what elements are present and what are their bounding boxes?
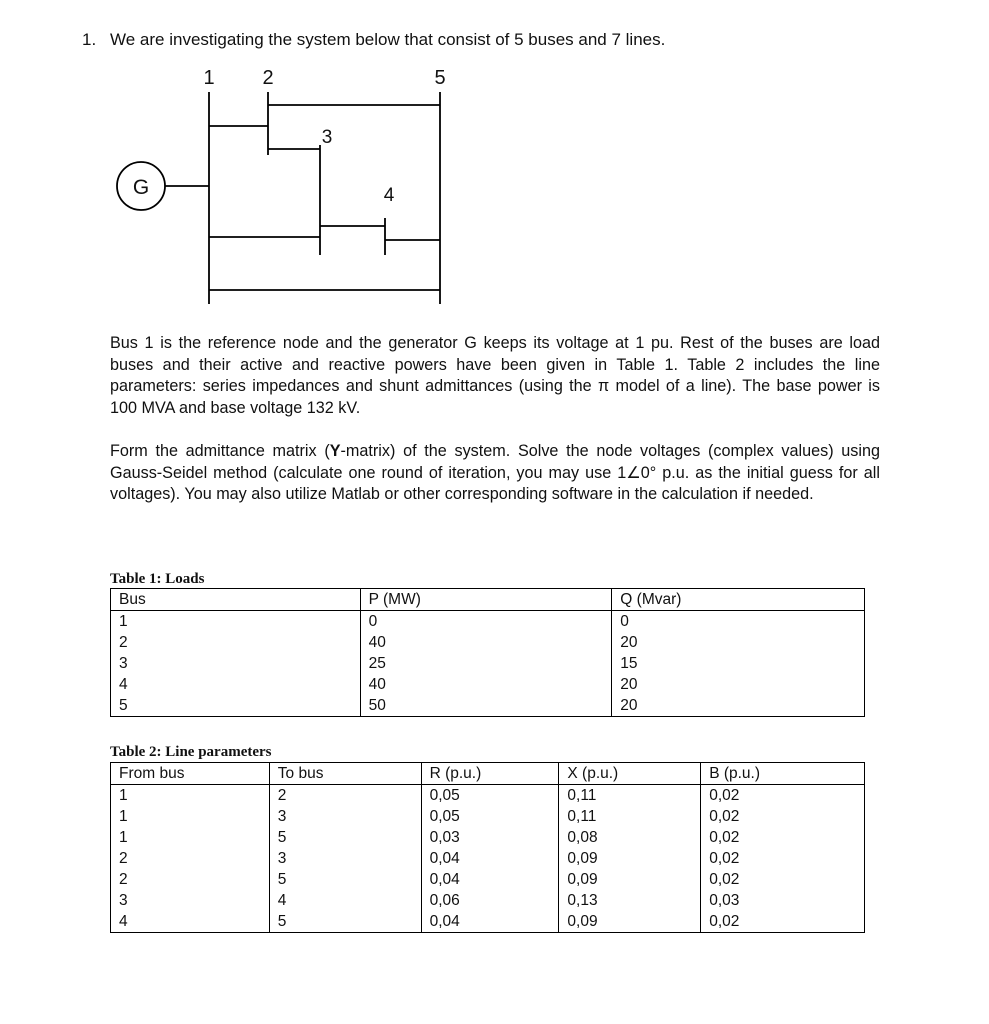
cell: 0,05: [421, 785, 559, 807]
task-text-b: -matrix) of the system. Solve the node voltages (complex values) using Gauss-Seidel method (calculate one round of iteration, you may use: [110, 442, 880, 482]
cell: 0,09: [559, 869, 701, 890]
table-row: [111, 827, 865, 848]
bus-5-label: 5: [434, 67, 446, 89]
cell: 0,02: [701, 911, 865, 933]
line-parameters-table: [110, 762, 865, 933]
cell: 1: [111, 827, 270, 848]
task-text-a: Form the admittance matrix (: [110, 442, 330, 460]
cell: 0,02: [701, 869, 865, 890]
cell: 4: [111, 674, 361, 695]
cell: 4: [111, 911, 270, 933]
cell: 1: [111, 611, 361, 633]
bus-3-label: 3: [321, 127, 333, 148]
table-row: [111, 695, 865, 717]
table-header-row: [111, 763, 865, 785]
table-header-row: [111, 589, 865, 611]
cell: 3: [111, 890, 270, 911]
cell: 0,04: [421, 911, 559, 933]
bus-2-label: 2: [262, 67, 274, 89]
table-row: [111, 611, 865, 633]
bus-4-label: 4: [383, 185, 395, 206]
cell: 3: [269, 848, 421, 869]
cell: 20: [612, 674, 865, 695]
cell: 0,03: [421, 827, 559, 848]
cell: 2: [111, 869, 270, 890]
cell: 2: [111, 848, 270, 869]
initial-guess: 1∠0°: [617, 463, 657, 482]
table-row: [111, 785, 865, 807]
task-text-bold: Y: [329, 442, 341, 460]
cell: 5: [269, 911, 421, 933]
cell: 40: [360, 632, 612, 653]
header-cell: X (p.u.): [559, 763, 701, 785]
cell: 0,11: [559, 785, 701, 807]
cell: 50: [360, 695, 612, 717]
table2-caption: Table 2: Line parameters: [110, 744, 272, 760]
cell: 0,11: [559, 806, 701, 827]
power-system-diagram: [0, 0, 989, 320]
cell: 5: [269, 869, 421, 890]
cell: 25: [360, 653, 612, 674]
header-cell: From bus: [111, 763, 270, 785]
table-row: [111, 869, 865, 890]
table-row: [111, 911, 865, 933]
cell: 3: [111, 653, 361, 674]
cell: 0,04: [421, 869, 559, 890]
cell: 0,02: [701, 785, 865, 807]
table-row: [111, 653, 865, 674]
cell: 0,02: [701, 806, 865, 827]
generator-label: G: [132, 176, 150, 199]
table-row: [111, 890, 865, 911]
cell: 0,09: [559, 848, 701, 869]
problem-number: 1.: [82, 30, 97, 49]
cell: 40: [360, 674, 612, 695]
header-cell: To bus: [269, 763, 421, 785]
cell: 0,09: [559, 911, 701, 933]
cell: 0,02: [701, 827, 865, 848]
header-cell: P (MW): [360, 589, 612, 611]
cell: 4: [269, 890, 421, 911]
header-cell: Q (Mvar): [612, 589, 865, 611]
cell: 15: [612, 653, 865, 674]
table1-caption: Table 1: Loads: [110, 571, 205, 587]
cell: 1: [111, 785, 270, 807]
problem-intro: We are investigating the system below that consist of 5 buses and 7 lines.: [110, 30, 666, 49]
cell: 20: [612, 695, 865, 717]
bus-1-label: 1: [203, 67, 215, 89]
cell: 2: [111, 632, 361, 653]
header-cell: B (p.u.): [701, 763, 865, 785]
cell: 1: [111, 806, 270, 827]
loads-table: [110, 588, 865, 717]
table-row: [111, 674, 865, 695]
cell: 3: [269, 806, 421, 827]
cell: 0,08: [559, 827, 701, 848]
description-paragraph: Bus 1 is the reference node and the generator G keeps its voltage at 1 pu. Rest of the buses are load buses and their active and reactive powers have been given in Table 1. Table 2 includes the line parameters: series impedances and shunt admittances (using the π model of a line). The base power is 100 MVA and base voltage 132 kV.: [110, 334, 880, 417]
table-row: [111, 848, 865, 869]
header-cell: R (p.u.): [421, 763, 559, 785]
table-row: [111, 632, 865, 653]
cell: 2: [269, 785, 421, 807]
cell: 5: [111, 695, 361, 717]
task-text-c: p.u. as the initial guess for all voltages). You may also utilize Matlab or other corresponding software in the calculation if needed.: [110, 463, 880, 503]
cell: 0: [360, 611, 612, 633]
cell: 20: [612, 632, 865, 653]
cell: 0,02: [701, 848, 865, 869]
cell: 0,03: [701, 890, 865, 911]
cell: 5: [269, 827, 421, 848]
task-paragraph: [110, 441, 880, 506]
header-cell: Bus: [111, 589, 361, 611]
cell: 0,06: [421, 890, 559, 911]
cell: 0,04: [421, 848, 559, 869]
cell: 0,13: [559, 890, 701, 911]
table-row: [111, 806, 865, 827]
cell: 0,05: [421, 806, 559, 827]
cell: 0: [612, 611, 865, 633]
